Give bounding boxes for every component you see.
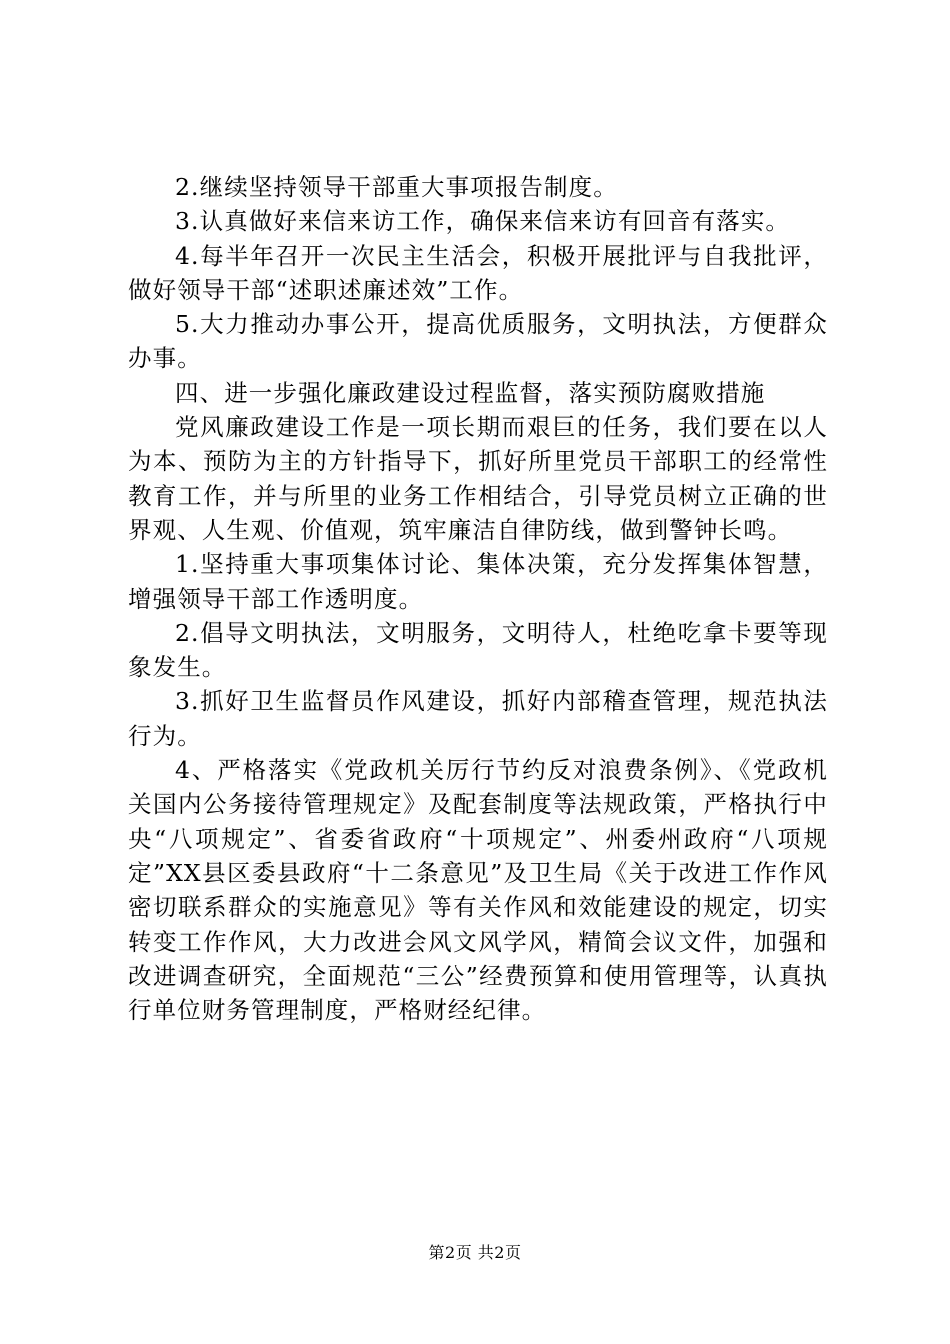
paragraph: 党风廉政建设工作是一项长期而艰巨的任务，我们要在以人为本、预防为主的方针指导下，抓好所里党员干部职工的经常性教育工作，并与所里的业务工作相结合，引导党员树立正确的世界观、人生观、价值观，筑牢廉洁自律防线，做到警钟长鸣。 xyxy=(128,413,828,544)
paragraph: 5.大力推动办事公开，提高优质服务，文明执法，方便群众办事。 xyxy=(128,310,828,373)
paragraph: 1.坚持重大事项集体讨论、集体决策，充分发挥集体智慧，增强领导干部工作透明度。 xyxy=(128,550,828,613)
paragraph: 4、严格落实《党政机关厉行节约反对浪费条例》、《党政机关国内公务接待管理规定》及配套制度等法规政策，严格执行中央“八项规定”、省委省政府“十项规定”、州委州政府“八项规定”XX县区委县政府“十二条意见”及卫生局《关于改进工作作风密切联系群众的实施意见》等有关作风和效能建设的规定，切实转变工作作风，大力改进会风文风学风，精简会议文件，加强和改进调查研究，全面规范“三公”经费预算和使用管理等，认真执行单位财务管理制度，严格财经纪律。 xyxy=(128,756,828,1025)
paragraph: 2.倡导文明执法，文明服务，文明待人，杜绝吃拿卡要等现象发生。 xyxy=(128,618,828,682)
section-heading: 四、进一步强化廉政建设过程监督，落实预防腐败措施 xyxy=(175,378,766,407)
paragraph: 3.抓好卫生监督员作风建设，抓好内部稽查管理，规范执法行为。 xyxy=(128,687,828,750)
paragraph: 2.继续坚持领导干部重大事项报告制度。 xyxy=(175,173,618,201)
document-body xyxy=(128,170,828,1027)
paragraph: 3.认真做好来信来访工作，确保来信来访有回音有落实。 xyxy=(175,207,791,236)
page-number-footer: 第2页 共2页 xyxy=(428,1243,522,1262)
paragraph: 4.每半年召开一次民主生活会，积极开展批评与自我批评，做好领导干部“述职述廉述效”工作。 xyxy=(128,241,828,304)
